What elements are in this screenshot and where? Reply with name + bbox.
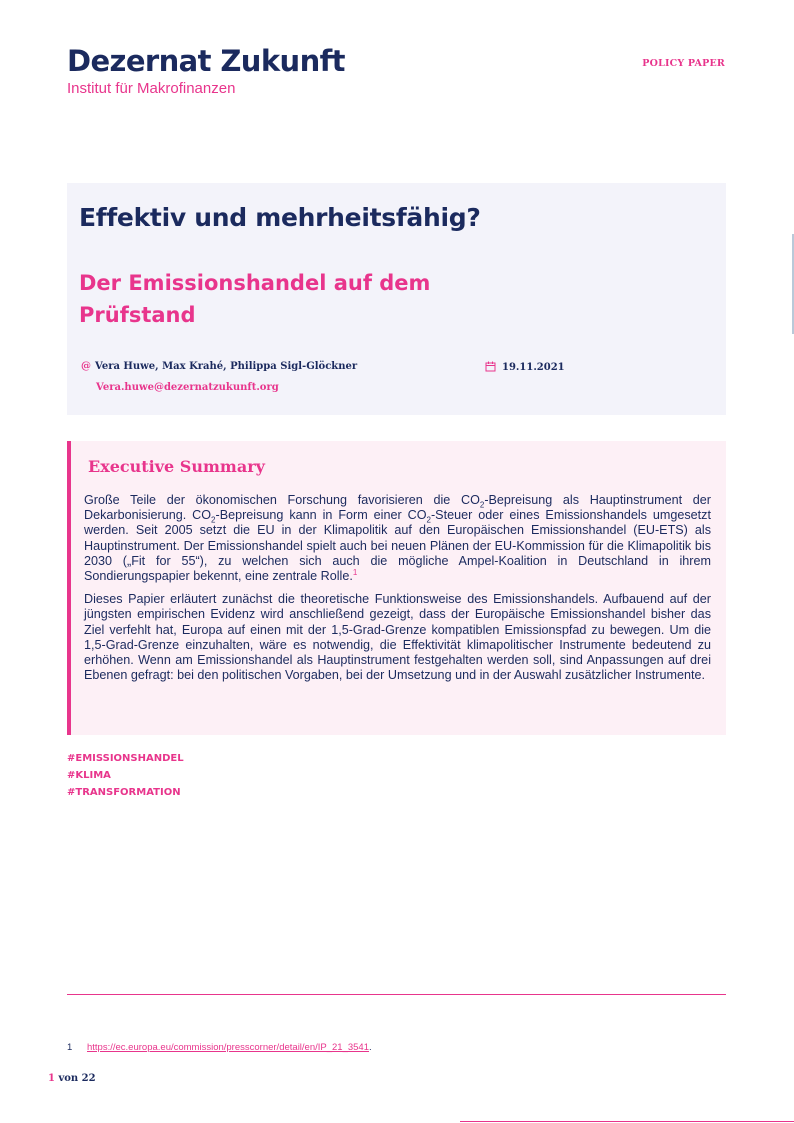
author-line bbox=[81, 361, 357, 372]
date-line bbox=[485, 361, 565, 373]
footnote-number: 1 bbox=[67, 1042, 73, 1053]
tag-list bbox=[67, 750, 184, 801]
summary-body bbox=[84, 493, 711, 691]
tag-emissionshandel[interactable]: #EMISSIONSHANDEL bbox=[67, 753, 184, 764]
document-type-label: POLICY PAPER bbox=[642, 58, 725, 69]
executive-summary-box bbox=[67, 441, 726, 735]
page-number bbox=[48, 1073, 96, 1084]
summary-paragraph-2: Dieses Papier erläutert zunächst die theoretische Funktionsweise des Emissionshandels. Aufbauend auf der jüngsten empirischen Evidenz wird anschließend gezeigt, dass der Europäische Emissionshandel bisher das Ziel verfehlt hat, Europa auf einen mit der 1,5-Grad-Grenze kompatiblen Emissionspfad zu bewegen. Um die 1,5-Grad-Grenze einzuhalten, wäre es notwendig, die Effektivität klimapolitischer Instrumente bedeutend zu erhöhen. Wenn am Emissionshandel als Hauptinstrument festgehalten werden soll, sind Anpassungen auf drei Ebenen gefragt: bei den politischen Vorgaben, bei der Umsetzung und in der Auswahl zusätzlicher Instrumente. bbox=[84, 592, 711, 683]
current-page: 1 bbox=[48, 1073, 55, 1084]
page-title: Effektiv und mehrheitsfähig? bbox=[79, 203, 481, 232]
logo-subtitle: Institut für Makrofinanzen bbox=[67, 80, 236, 97]
footnote bbox=[67, 1042, 372, 1053]
author-email-link[interactable]: Vera.huwe@dezernatzukunft.org bbox=[96, 382, 279, 393]
publication-date: 19.11.2021 bbox=[502, 362, 565, 373]
authors: Vera Huwe, Max Krahé, Philippa Sigl-Glöckner bbox=[95, 361, 358, 372]
summary-paragraph-1: Große Teile der ökonomischen Forschung favorisieren die $CO_2$-Bepreisung als Hauptinstrument der Dekarbonisierung. $CO_2$-Bepreisung kann in Form einer $CO_2$-Steuer oder eines Emissionshandels umgesetzt werden. Seit 2005 setzt die EU in der Klimapolitik auf den Europäischen Emissionshandel (EU-ETS) als Hauptinstrument. Der Emissionshandel spielt auch bei neuen Plänen der EU-Kommission für die Klimapolitik bis 2030 („Fit for 55“), zu welchen sich auch die mögliche Ampel-Koalition in Deutschland in ihrem Sondierungspapier bekennt, eine zentrale Rolle.$^1$ bbox=[84, 493, 711, 584]
calendar-icon bbox=[485, 361, 496, 372]
tag-klima[interactable]: #KLIMA bbox=[67, 770, 111, 781]
title-box bbox=[67, 183, 726, 415]
logo-title: Dezernat Zukunft bbox=[67, 44, 345, 78]
at-icon: @ bbox=[81, 361, 91, 372]
total-pages: von 22 bbox=[58, 1073, 96, 1084]
bottom-divider bbox=[460, 1121, 794, 1122]
footer-divider bbox=[67, 994, 726, 995]
footnote-link[interactable]: https://ec.europa.eu/commission/presscorner/detail/en/IP_21_3541 bbox=[87, 1042, 369, 1053]
summary-heading: Executive Summary bbox=[88, 457, 265, 476]
footnote-ref[interactable]: 1 bbox=[352, 567, 358, 577]
page-subtitle: Der Emissionshandel auf dem Prüfstand bbox=[79, 271, 431, 327]
tag-transformation[interactable]: #TRANSFORMATION bbox=[67, 787, 181, 798]
footnote-suffix: . bbox=[369, 1042, 372, 1053]
